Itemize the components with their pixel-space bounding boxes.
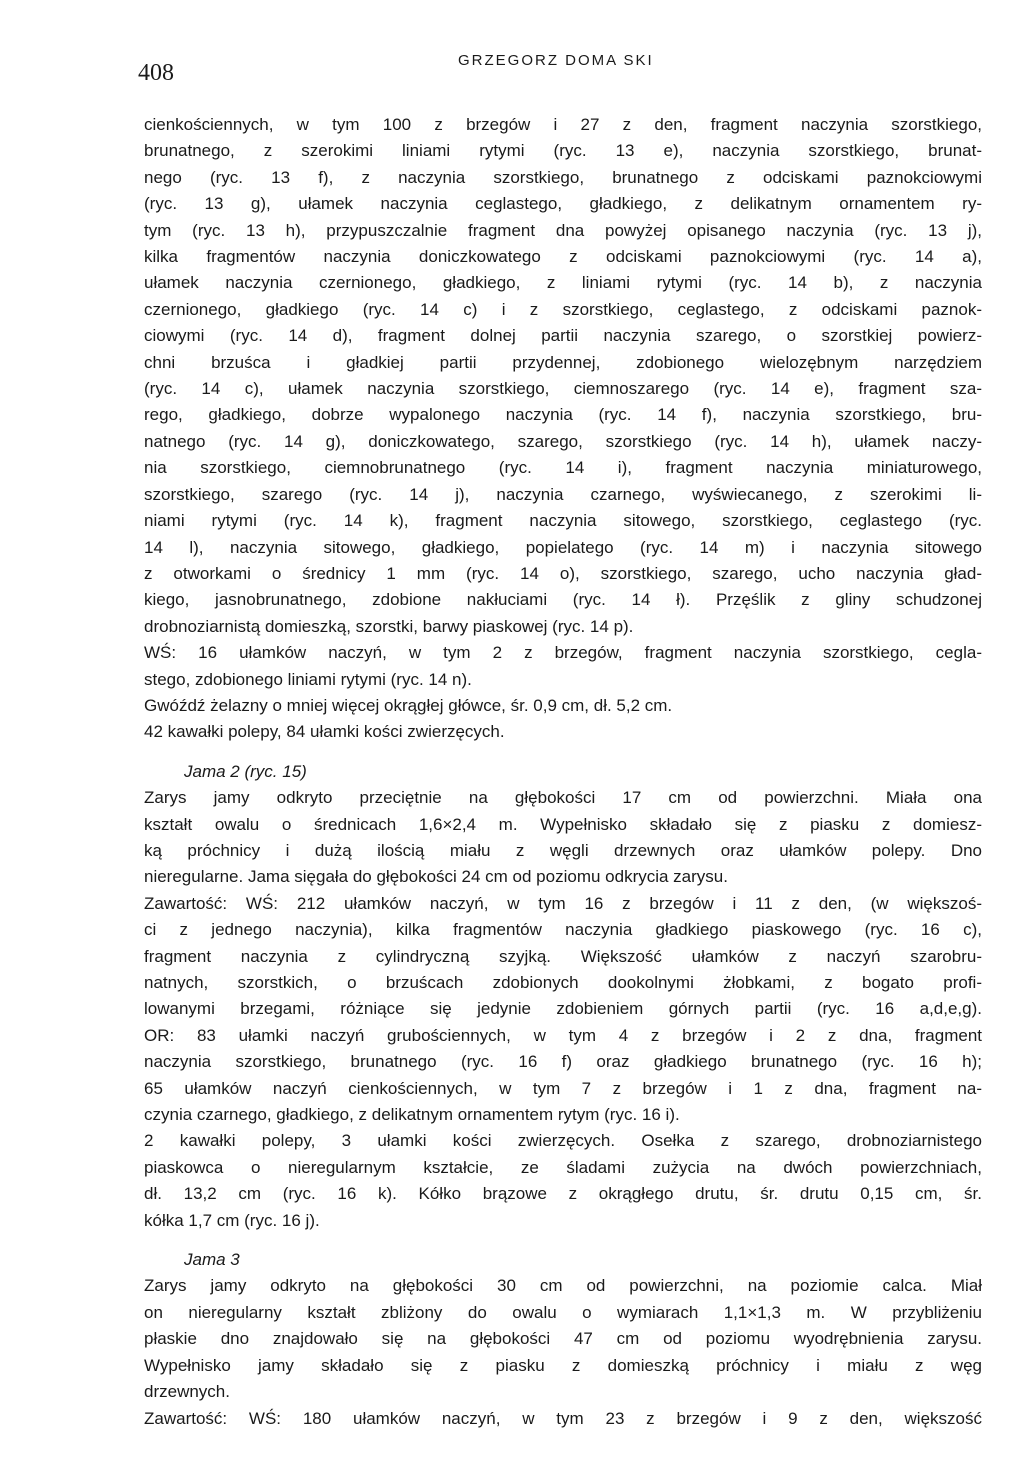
text-line: drobnoziarnistą domieszką, szorstki, barwy piaskowej (ryc. 14 p). (144, 616, 634, 636)
text-line: nego (ryc. 13 f), z naczynia szorstkiego, brunatnego z odciskami paznokciowymi (144, 167, 982, 187)
text-line: chni brzuśca i gładkiej partii przydennej, zdobionego wielozębnym narzędziem (144, 352, 982, 372)
running-header: GRZEGORZ DOMA SKI (458, 52, 654, 69)
text-line: naczynia szorstkiego, brunatnego (ryc. 16 f) oraz gładkiego brunatnego (ryc. 16 h); (144, 1052, 982, 1072)
text-line: szorstkiego, szarego (ryc. 14 j), naczynia czarnego, wyświecanego, z szerokimi li- (144, 484, 982, 504)
text-line: tym (ryc. 13 h), przypuszczalnie fragment dna powyżej opisanego naczynia (ryc. 13 j), (144, 220, 982, 240)
text-line: kółka 1,7 cm (ryc. 16 j). (144, 1210, 320, 1230)
text-line: nieregularne. Jama sięgała do głębokości 24 cm od poziomu odkrycia zarysu. (144, 867, 728, 887)
text-line: stego, zdobionego liniami rytymi (ryc. 14 n). (144, 669, 472, 689)
text-line: (ryc. 14 c), ułamek naczynia szorstkiego, ciemnoszarego (ryc. 14 e), fragment sza- (144, 379, 982, 399)
text-line: natnego (ryc. 14 g), doniczkowatego, szarego, szorstkiego (ryc. 14 h), ułamek naczy- (144, 431, 982, 451)
section-iron-nail (144, 693, 982, 719)
text-line: ci z jednego naczynia), kilka fragmentów naczynia gładkiego piaskowego (ryc. 16 c), (144, 920, 982, 940)
section-finds-continued (144, 112, 982, 640)
jama-2-other-finds (144, 1128, 982, 1234)
jama-3-description (144, 1273, 982, 1405)
jama-3-heading: Jama 3 (184, 1250, 240, 1270)
text-line: kiego, jasnobrunatnego, zdobione nakłuciami (ryc. 14 ł). Przęślik z gliny schudzonej (144, 590, 982, 610)
text-line: kształt owalu o średnicach 1,6×2,4 m. Wypełnisko składało się z piasku z domiesz- (144, 814, 982, 834)
text-line: lowanymi brzegami, różniące się jedynie zdobieniem górnych partii (ryc. 16 a,d,e,g). (144, 999, 982, 1019)
jama-2-or (144, 1023, 982, 1129)
text-line: (ryc. 13 g), ułamek naczynia ceglastego, gładkiego, z delikatnym ornamentem ry- (144, 194, 982, 214)
text-line: natnych, szorstkich, o brzuścach zdobionych dookolnymi żłobkami, z bogato profi- (144, 973, 982, 992)
text-line: on nieregularny kształt zbliżony do owalu o wymiarach 1,1×1,3 m. W przybliżeniu (144, 1302, 982, 1322)
jama-2-heading: Jama 2 (ryc. 15) (184, 761, 307, 781)
text-line: z otworkami o średnicy 1 mm (ryc. 14 o), szorstkiego, szarego, ucho naczynia gład- (144, 563, 982, 583)
text-line: płaskie dno znajdowało się na głębokości 47 cm od poziomu wyodrębnienia zarysu. (144, 1329, 982, 1349)
text-line: 14 l), naczynia sitowego, gładkiego, popielatego (ryc. 14 m) i naczynia sitowego (144, 537, 982, 557)
text-line: czernionego, gładkiego (ryc. 14 c) i z szorstkiego, ceglastego, z odciskami paznok- (144, 299, 982, 319)
text-line: OR: 83 ułamki naczyń grubościennych, w tym 4 z brzegów i 2 z dna, fragment (144, 1025, 982, 1045)
text-line: cienkościennych, w tym 100 z brzegów i 27 z den, fragment naczynia szorstkiego, (144, 115, 982, 134)
text-line: 2 kawałki polepy, 3 ułamki kości zwierzęcych. Osełka z szarego, drobnoziarnistego (144, 1131, 982, 1151)
jama-2-description (144, 785, 982, 891)
text-line: piaskowca o nieregularnym kształcie, ze śladami zużycia na dwóch powierzchniach, (144, 1157, 982, 1177)
text-line: kilka fragmentów naczynia doniczkowatego z odciskami paznokciowymi (ryc. 14 a), (144, 247, 982, 267)
text-line: niami rytymi (ryc. 14 k), fragment naczynia sitowego, szorstkiego, ceglastego (ryc. (144, 511, 982, 531)
text-line: Gwóźdź żelazny o mniej więcej okrągłej główce, śr. 0,9 cm, dł. 5,2 cm. (144, 695, 673, 715)
text-line: fragment naczynia z cylindryczną szyjką. Większość ułamków z naczyń szarobru- (144, 946, 982, 966)
jama-3-contents (144, 1406, 982, 1432)
text-line: brunatnego, z szerokimi liniami rytymi (ryc. 13 e), naczynia szorstkiego, brunat- (144, 141, 982, 161)
text-line: ciowymi (ryc. 14 d), fragment dolnej partii naczynia szarego, o szorstkiej powierz- (144, 326, 982, 346)
text-line: Zarys jamy odkryto na głębokości 30 cm od powierzchni, na poziomie calca. Miał (144, 1276, 982, 1296)
text-line: Zawartość: WŚ: 212 ułamków naczyń, w tym 16 z brzegów i 11 z den, (w większoś- (144, 893, 982, 913)
jama-2-contents (144, 891, 982, 1023)
text-line: 42 kawałki polepy, 84 ułamki kości zwierzęcych. (144, 722, 505, 742)
text-line: 65 ułamków naczyń cienkościennych, w tym 7 z brzegów i 1 z dna, fragment na- (144, 1078, 982, 1098)
section-ws (144, 640, 982, 693)
text-line: Zawartość: WŚ: 180 ułamków naczyń, w tym 23 z brzegów i 9 z den, większość (144, 1408, 982, 1428)
text-line: ułamek naczynia czernionego, gładkiego, z liniami rytymi (ryc. 14 b), z naczynia (144, 273, 982, 293)
text-line: Zarys jamy odkryto przeciętnie na głębokości 17 cm od powierzchni. Miała ona (144, 788, 982, 808)
text-line: czynia czarnego, gładkiego, z delikatnym ornamentem rytym (ryc. 16 i). (144, 1105, 680, 1125)
body-text (144, 112, 982, 1432)
text-line: WŚ: 16 ułamków naczyń, w tym 2 z brzegów, fragment naczynia szorstkiego, cegla- (144, 643, 982, 663)
text-line: nia szorstkiego, ciemnobrunatnego (ryc. 14 i), fragment naczynia miniaturowego, (144, 458, 982, 478)
page-number: 408 (138, 60, 174, 86)
text-line: Wypełnisko jamy składało się z piasku z domieszką próchnicy i miału z węg (144, 1355, 982, 1375)
text-line: ką próchnicy i dużą ilością miału z węgli drzewnych oraz ułamków polepy. Dno (144, 840, 982, 860)
text-line: dł. 13,2 cm (ryc. 16 k). Kółko brązowe z okrągłego drutu, śr. drutu 0,15 cm, śr. (144, 1184, 982, 1204)
section-daub-bones (144, 719, 982, 745)
text-line: drzewnych. (144, 1382, 230, 1402)
text-line: rego, gładkiego, dobrze wypalonego naczynia (ryc. 14 f), naczynia szorstkiego, bru- (144, 405, 982, 425)
